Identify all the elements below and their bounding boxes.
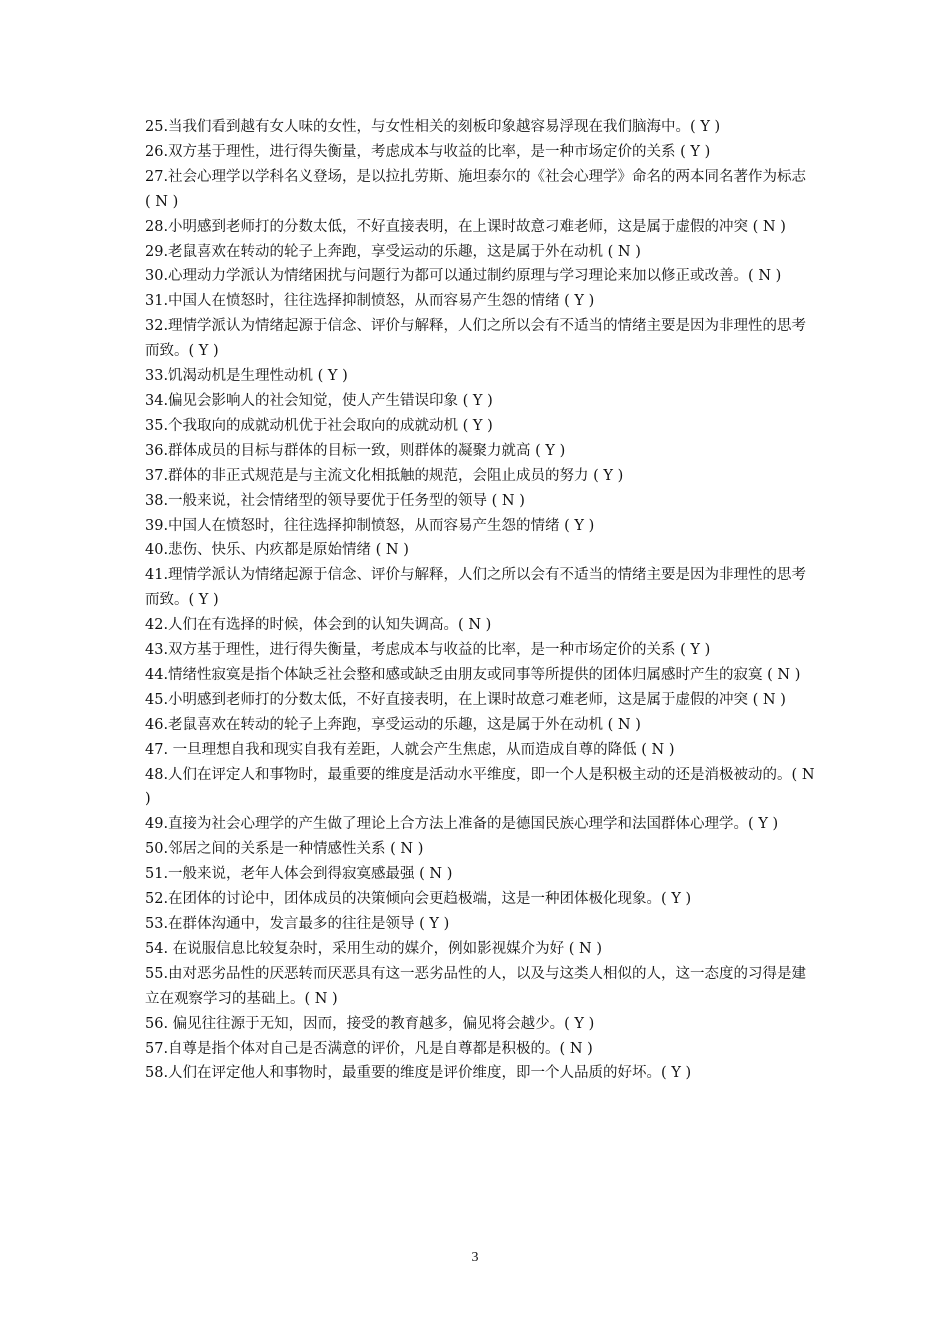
question-item: 30.心理动力学派认为情绪困扰与问题行为都可以通过制约原理与学习理论来加以修正或改善。( N ) — [145, 268, 782, 285]
question-item: 50.邻居之间的关系是一种情感性关系 ( N ) — [145, 841, 424, 858]
question-item: 57.自尊是指个体对自己是否满意的评价，凡是自尊都是积极的。( N ) — [145, 1040, 593, 1057]
question-item: 34.偏见会影响人的社会知觉，使人产生错误印象 ( Y ) — [145, 392, 493, 409]
question-item: 35.个我取向的成就动机优于社会取向的成就动机 ( Y ) — [145, 417, 493, 434]
page-number: 3 — [471, 1250, 479, 1265]
question-item: 48.人们在评定人和事物时，最重要的维度是活动水平维度，即一个人是积极主动的还是消极被动的。( N ) — [145, 766, 815, 808]
question-item: 42.人们在有选择的时候，体会到的认知失调高。( N ) — [145, 617, 492, 634]
question-item: 41.理情学派认为情绪起源于信念、评价与解释，人们之所以会有不适当的情绪主要是因为非理性的思考而致。( Y ) — [145, 567, 807, 609]
question-item: 52.在团体的讨论中，团体成员的决策倾向会更趋极端，这是一种团体极化现象。( Y ) — [145, 891, 692, 908]
question-item: 55.由对恶劣品性的厌恶转而厌恶具有这一恶劣品性的人，以及与这类人相似的人，这一态度的习得是建立在观察学习的基础上。( N ) — [145, 965, 807, 1007]
question-item: 46.老鼠喜欢在转动的轮子上奔跑，享受运动的乐趣，这是属于外在动机 ( N ) — [145, 716, 641, 733]
question-item: 33.饥渴动机是生理性动机 ( Y ) — [145, 368, 348, 385]
question-item: 38.一般来说，社会情绪型的领导要优于任务型的领导 ( N ) — [145, 492, 525, 509]
question-item: 39.中国人在愤怒时，往往选择抑制愤怒，从而容易产生怨的情绪 ( Y ) — [145, 517, 595, 534]
question-item: 26.双方基于理性，进行得失衡量，考虑成本与收益的比率，是一种市场定价的关系 ( Y ) — [145, 143, 711, 160]
question-item: 54. 在说服信息比较复杂时，采用生动的媒介，例如影视媒介为好 ( N ) — [145, 940, 602, 957]
question-item: 27.社会心理学以学科名义登场，是以拉扎劳斯、施坦泰尔的《社会心理学》命名的两本同名著作为标志 ( N ) — [145, 168, 807, 210]
question-item: 40.悲伤、快乐、内疚都是原始情绪 ( N ) — [145, 542, 409, 559]
question-item: 44.情绪性寂寞是指个体缺乏社会整和感或缺乏由朋友或同事等所提供的团体归属感时产生的寂寞 ( N ) — [145, 666, 801, 683]
question-item: 36.群体成员的目标与群体的目标一致，则群体的凝聚力就高 ( Y ) — [145, 442, 566, 459]
question-item: 31.中国人在愤怒时，往往选择抑制愤怒，从而容易产生怨的情绪 ( Y ) — [145, 293, 595, 310]
question-item: 51.一般来说，老年人体会到得寂寞感最强 ( N ) — [145, 866, 453, 883]
question-item: 56. 偏见往往源于无知，因而，接受的教育越多，偏见将会越少。( Y ) — [145, 1015, 595, 1032]
question-item: 49.直接为社会心理学的产生做了理论上合方法上准备的是德国民族心理学和法国群体心理学。( Y ) — [145, 816, 779, 833]
question-item: 53.在群体沟通中，发言最多的往往是领导 ( Y ) — [145, 916, 450, 932]
question-item: 28.小明感到老师打的分数太低，不好直接表明，在上课时故意刁难老师，这是属于虚假的冲突 ( N ) — [145, 218, 786, 235]
question-list — [145, 115, 815, 1086]
question-item: 37.群体的非正式规范是与主流文化相抵触的规范，会阻止成员的努力 ( Y ) — [145, 467, 624, 484]
question-item: 29.老鼠喜欢在转动的轮子上奔跑，享受运动的乐趣，这是属于外在动机 ( N ) — [145, 243, 641, 260]
question-item: 45.小明感到老师打的分数太低，不好直接表明，在上课时故意刁难老师，这是属于虚假的冲突 ( N ) — [145, 691, 786, 708]
question-item: 47. 一旦理想自我和现实自我有差距，人就会产生焦虑，从而造成自尊的降低 ( N ) — [145, 741, 675, 758]
question-item: 32.理情学派认为情绪起源于信念、评价与解释，人们之所以会有不适当的情绪主要是因为非理性的思考而致。( Y ) — [145, 318, 807, 360]
question-item: 25.当我们看到越有女人味的女性，与女性相关的刻板印象越容易浮现在我们脑海中。( Y ) — [145, 119, 721, 135]
question-item: 58.人们在评定他人和事物时，最重要的维度是评价维度，即一个人品质的好坏。( Y ) — [145, 1065, 692, 1082]
question-item: 43.双方基于理性，进行得失衡量，考虑成本与收益的比率，是一种市场定价的关系 ( Y ) — [145, 642, 711, 659]
